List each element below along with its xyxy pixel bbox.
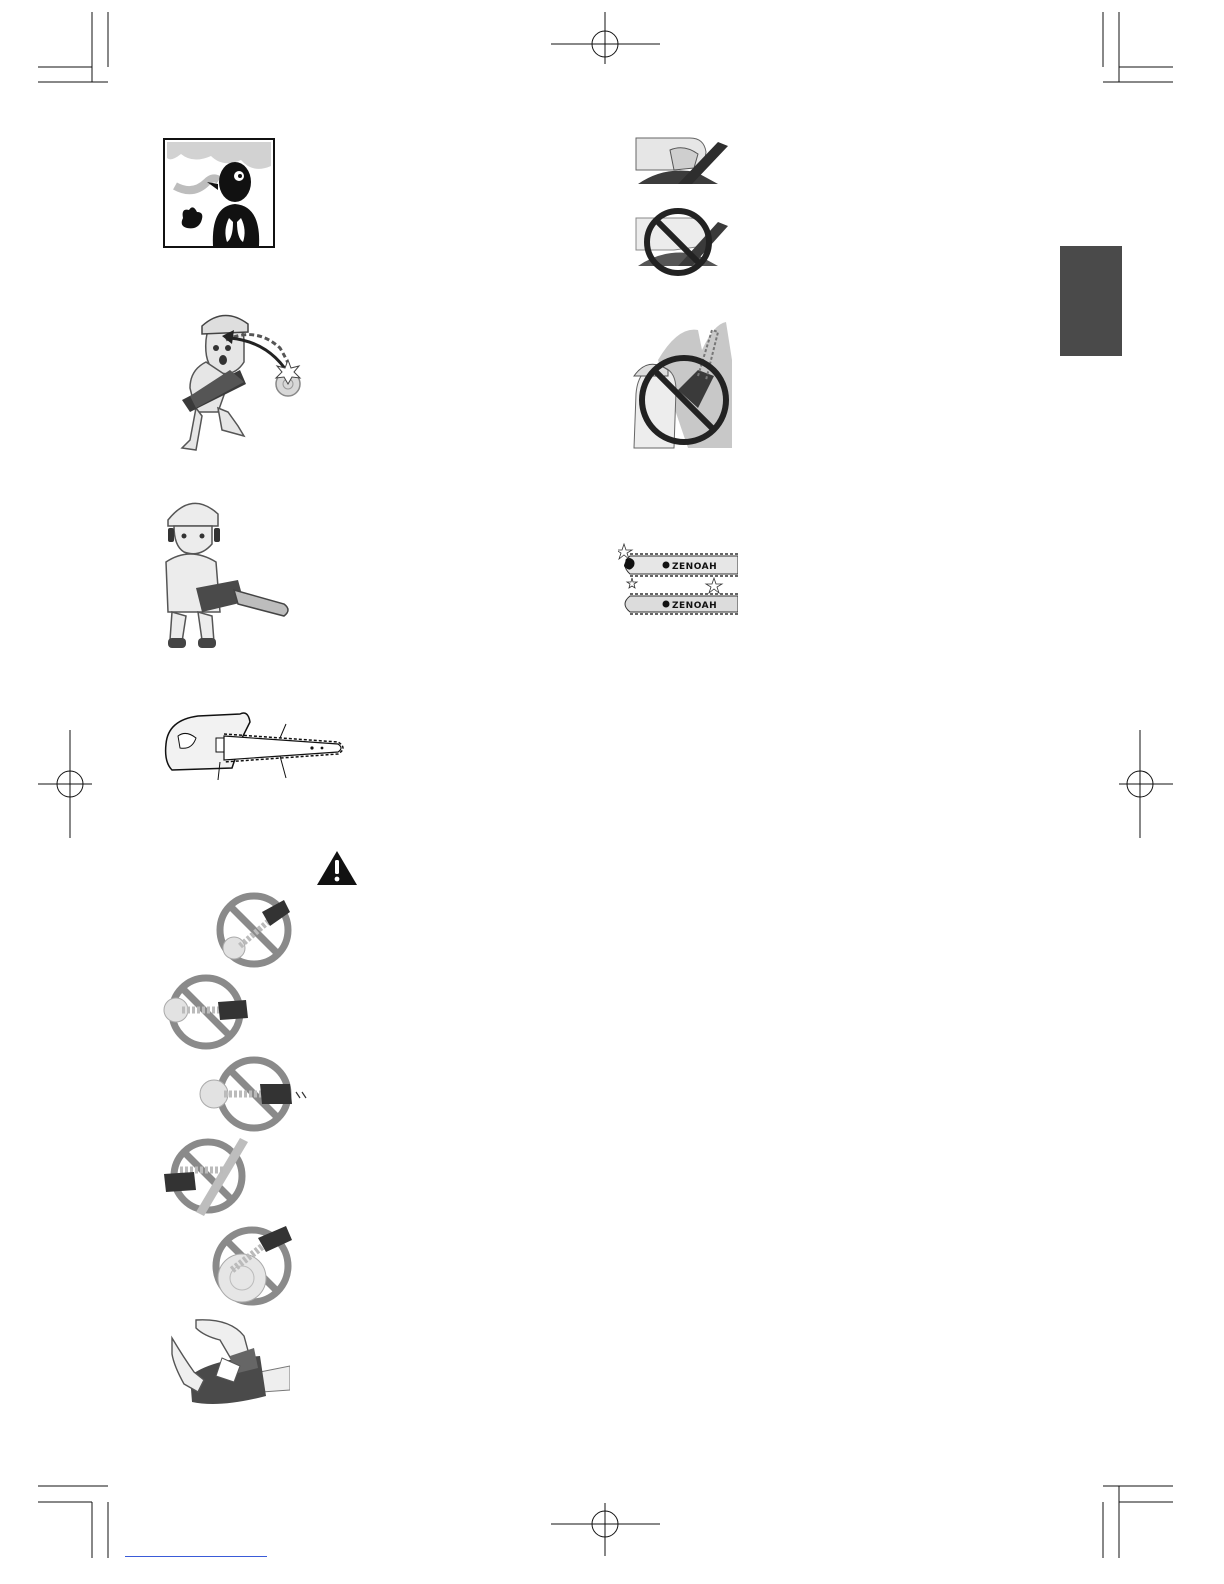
no-bar-tip-pinch-icon bbox=[208, 1222, 296, 1306]
chainsaw-side-view-diagram bbox=[162, 708, 348, 784]
guide-bar-brand-top: ZENOAH bbox=[672, 562, 718, 572]
no-tip-contact-icon bbox=[210, 890, 294, 970]
guide-bars-figure bbox=[618, 540, 738, 616]
two-hand-grip-figure bbox=[170, 1318, 290, 1408]
warning-triangle-icon bbox=[316, 850, 358, 886]
section-tab bbox=[1060, 246, 1122, 356]
thumb-wrapped-handle-figure bbox=[634, 132, 732, 186]
kickback-operator-figure bbox=[160, 308, 308, 460]
guide-bar-brand-bottom: ZENOAH bbox=[672, 601, 718, 611]
exhaust-fumes-breathing-icon bbox=[163, 138, 275, 248]
no-above-shoulder-cutting-figure bbox=[628, 320, 734, 450]
bottom-link-underline bbox=[125, 1556, 267, 1557]
no-forward-push-icon bbox=[196, 1054, 308, 1134]
operator-holding-chainsaw-figure bbox=[160, 492, 292, 654]
prohibited-grip-figure bbox=[634, 204, 732, 278]
no-overhead-slanted-cut-icon bbox=[160, 1134, 256, 1218]
no-bar-nose-cutting-icon bbox=[160, 972, 256, 1052]
